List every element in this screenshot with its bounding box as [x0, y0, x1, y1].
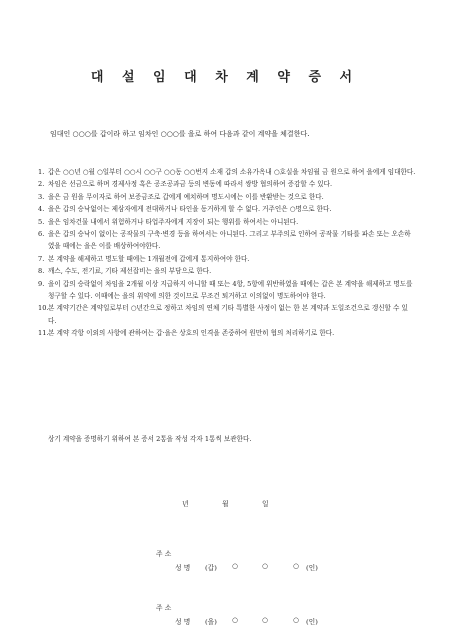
party-role: (갑) — [205, 564, 217, 572]
name-placeholder: ○ — [293, 562, 299, 570]
clause-7: 7. 본 계약을 해제하고 명도할 때에는 1개월전에 갑에게 통지하여야 한다. — [38, 254, 250, 263]
seal-mark: (인) — [306, 618, 318, 626]
name-placeholder: ○ — [262, 562, 268, 570]
clause-2: 2. 차임은 선금으로 하며 경제사정 혹은 공조공과금 등의 변동에 따라서 쌍방 협의하여 증감할 수 있다. — [38, 180, 333, 189]
clause-4: 4. 을은 갑의 승낙없이는 제삼자에게 전대하거나 타인을 동거하게 할 수 없다. 거주인은 ○명으로 한다. — [38, 205, 332, 214]
name-placeholder: ○ — [232, 616, 238, 624]
clause-1: 1. 갑은 ○○년 ○월 ○일부터 ○○시 ○○구 ○○동 ○○번지 소재 갑의 소유가옥내 ○호실을 차임월 금 원으로 하여 을에게 임대한다. — [38, 168, 416, 176]
clause-list — [38, 166, 416, 340]
date-year-label: 년 — [182, 500, 189, 508]
name-label: 성 명 — [175, 618, 191, 626]
clause-6: 6. 을은 갑의 승낙이 없이는 공작물의 구축·변경 등을 하여서는 아니된다. 그리고 부주의로 인하여 공작물 기타를 파손 또는 오손하였을 때에는 을은 이를 배상하여야한다. — [38, 230, 411, 251]
party-role: (을) — [205, 618, 217, 626]
clause-3: 3. 을은 금 원을 무이자로 하여 보증금조로 갑에게 예치하며 명도시에는 이를 반환받는 것으로 한다. — [38, 192, 324, 201]
closing-statement: 상기 계약을 증명하기 위하여 본 증서 2통을 작성 각자 1통씩 보관한다. — [48, 435, 252, 443]
clause-10: 10. 본 계약기간은 계약일로부터 ○년간으로 정하고 차임의 연체 기타 특별한 사정이 없는 한 본 계약과 도일조건으로 갱신할 수 있다. — [38, 304, 408, 325]
name-placeholder: ○ — [232, 562, 238, 570]
date-day-label: 일 — [262, 500, 269, 508]
clause-8: 8. 깨스, 수도, 전기료, 기타 제선잡비는 을의 부담으로 한다. — [38, 267, 212, 276]
document-title: 대 설 임 대 차 계 약 증 서 — [90, 70, 360, 85]
name-placeholder: ○ — [293, 616, 299, 624]
name-label: 성 명 — [175, 564, 191, 572]
clause-11: 11. 본 계약 각항 이외의 사항에 관하여는 갑·을은 상호의 인격을 존중하여 원만히 협의 처리하기로 한다. — [38, 329, 335, 338]
clause-5: 5. 을은 임차건물 내에서 위험하거나 타업주자에게 지장이 되는 행위를 하여서는 아니된다. — [38, 217, 299, 226]
address-label: 주 소 — [156, 550, 172, 558]
address-label: 주 소 — [156, 604, 172, 612]
intro-paragraph: 임대인 ○○○를 갑이라 하고 임차인 ○○○를 을로 하여 다음과 같이 계약을 체결한다. — [50, 130, 310, 138]
date-month-label: 월 — [222, 500, 229, 508]
clause-9: 9. 을이 갑의 승락없이 차임을 2개월 이상 지급하지 아니할 때 또는 4항, 5항에 위반하였을 때에는 갑은 본 계약을 해제하고 명도를 청구할 수 있다. 이때에는 을의 위약에 의한 것이므로 무조건 퇴거하고 이의없이 명도하여야 한다. — [38, 279, 413, 301]
seal-mark: (인) — [306, 564, 318, 572]
name-placeholder: ○ — [262, 616, 268, 624]
